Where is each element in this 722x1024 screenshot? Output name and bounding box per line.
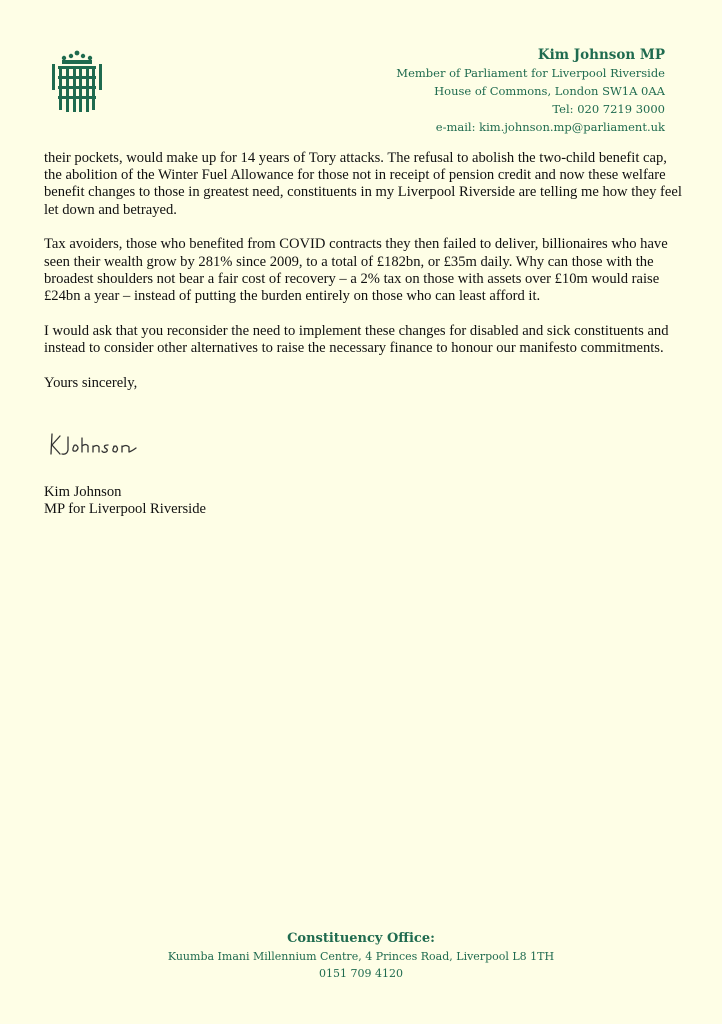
sender-block [396, 46, 665, 136]
paragraph: their pockets, would make up for 14 years of Tory attacks. The refusal to abolish the two-child benefit cap, the abolition of the Winter Fuel Allowance for those not in receipt of pension credit and now these welfare benefit changes to those in greatest need, constituents in my Liverpool Riverside are telling me how they feel let down and betrayed. [44, 150, 682, 218]
footer-phone: 0151 709 4120 [319, 967, 403, 980]
paragraph: Tax avoiders, those who benefited from COVID contracts they then failed to deliver, billionaires who have seen their wealth grow by 281% since 2009, to a total of £182bn, or £35m daily. Why can those with the broadest shoulders not bear a fair cost of recovery – a 2% tax on those with assets over £10m would raise £24bn a year – instead of putting the burden entirely on those who can least afford it. [44, 236, 668, 304]
footer-title: Constituency Office: [287, 931, 435, 946]
signoff [44, 484, 206, 518]
portcullis-icon [50, 50, 104, 114]
footer-address: Kuumba Imani Millennium Centre, 4 Princes Road, Liverpool L8 1TH [167, 950, 555, 963]
mp-name: Kim Johnson MP [537, 47, 665, 63]
letter-body [44, 150, 684, 409]
mp-telephone: Tel: 020 7219 3000 [552, 102, 665, 116]
mp-email[interactable]: e-mail: kim.johnson.mp@parliament.uk [435, 120, 665, 134]
closing: Yours sincerely, [44, 374, 138, 391]
mp-address: House of Commons, London SW1A 0AA [434, 84, 665, 98]
constituency-footer [0, 930, 722, 982]
signatory-title: MP for Liverpool Riverside [44, 501, 206, 518]
signatory-name: Kim Johnson [44, 484, 122, 500]
paragraph: I would ask that you reconsider the need to implement these changes for disabled and sick constituents and instead to consider other alternatives to raise the necessary finance to honour our manifesto commitments. [44, 322, 669, 356]
mp-role: Member of Parliament for Liverpool Riverside [396, 66, 665, 80]
signature [46, 428, 146, 462]
